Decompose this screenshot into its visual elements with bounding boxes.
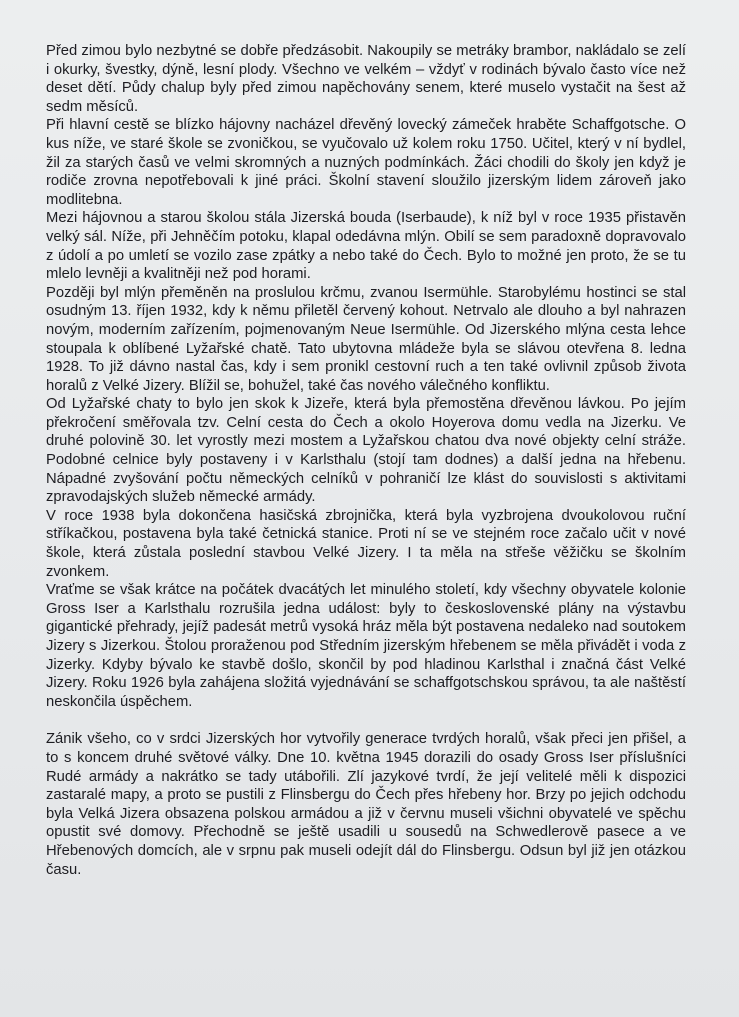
paragraph-isermuhle-ski-hut: Později byl mlýn přeměněn na proslulou krčmu, zvanou Isermühle. Starobylému hostinci se stal osudným 13. říjen 1932, kdy k němu přiletěl červený kohout. Netrvalo ale dlouho a byl nahrazen novým, moderním zařízením, pojmenovaným Neue Isermühle. Od Jizerského mlýna cesta lehce stoupala k oblíbené Lyžařské chatě. Tato ubytovna mládeže byla se slávou otevřena 8. ledna 1928. To již dávno nastal čas, kdy i sem pronikl cestovní ruch a ten také ovlivnil způsob života horalů z Velké Jizery. Blížil se, bohužel, také čas nového válečného konfliktu. — [46, 284, 686, 394]
paragraph-hunting-lodge-school: Při hlavní cestě se blízko hájovny nacházel dřevěný lovecký zámeček hraběte Schaffgotsche. O kus níže, ve staré škole se zvoničkou, se vyučovalo už kolem roku 1750. Učitel, který v ní bydlel, žil za starých časů ve velmi skromných a nuzných podmínkách. Žáci chodili do školy jen když je rodiče zrovna nepotřebovali k jiné práci. Školní stavení sloužilo jizerským lidem zároveň jako modlitebna. — [46, 117, 686, 208]
paragraph-dam-plans: Vraťme se však krátce na počátek dvacátých let minulého století, kdy všechny obyvatele kolonie Gross Iser a Karlsthalu rozrušila jedna událost: byly to československé plány na výstavbu gigantické přehrady, jejíž padesát metrů vysoká hráz měla být postavena nedaleko nad soutokem Jizery s Jizerkou. Štolou proraženou pod Středním jizerským hřebenem se měla přivádět i voda z Jizerky. Kdyby bývalo ke stavbě došlo, skončil by pod hladinou Karlsthal i značná část Velké Jizery. Roku 1926 byla zahájena složitá vyjednávání se schaffgotschskou správou, ta ale naštěstí neskončila úspěchem. — [46, 582, 686, 710]
paragraph-end-of-settlement: Zánik všeho, co v srdci Jizerských hor vytvořily generace tvrdých horalů, však přeci jen přišel, a to s koncem druhé světové války. Dne 10. května 1945 dorazili do osady Gross Iser příslušníci Rudé armády a nakrátko se tady utábořili. Zlí jazykové tvrdí, že její velitelé měli k dispozici zastaralé mapy, a proto se pustili z Flinsbergu do Čech přes hřebeny hor. Brzy po jejich odchodu byla Velká Jizera obsazena polskou armádou a již v červnu museli všichni obyvatelé ve spěchu opustit své domovy. Přechodně se ještě usadili u sousedů na Schwedlerově pasece a ve Hřebenových domcích, ale v srpnu pak museli odejít dál do Flinsbergu. Odsun byl již jen otázkou času. — [46, 731, 686, 878]
body-text — [46, 42, 686, 879]
paragraph-iserbaude-mill: Mezi hájovnou a starou školou stála Jizerská bouda (Iserbaude), k níž byl v roce 1935 přistavěn velký sál. Níže, při Jehněčím potoku, klapal odedávna mlýn. Obilí se sem paradoxně dopravovalo z údolí a po umletí se vozilo zase zpátky a nebo také do Čech. Bylo to možné jen proto, že se tu mlelo levněji a kvalitněji než pod horami. — [46, 210, 686, 283]
paragraph-customs-houses: Od Lyžařské chaty to bylo jen skok k Jizeře, která byla přemostěna dřevěnou lávkou. Po jejím překročení směřovala tzv. Celní cesta do Čech a okolo Hoyerova domu vedla na Jizerku. Ve druhé polovině 30. let vyrostly mezi mostem a Lyžařskou chatou dva nové objekty celní stráže. Podobné celnice byly postaveny i v Karlsthalu (stojí tam dodnes) a další jedna na hřebenu. Nápadné zvyšování počtu německých celníků v pohraničí lze klást do souvislosti s aktivitami zpravodajských služeb německé armády. — [46, 396, 686, 506]
paragraph-winter-supplies: Před zimou bylo nezbytné se dobře předzásobit. Nakoupily se metráky brambor, nakládalo se zelí i okurky, švestky, dýně, lesní plody. Všechno ve velkém – vždyť v rodinách bývalo často více než deset dětí. Půdy chalup byly před zimou napěchovány senem, které muselo vystačit na šest až sedm měsíců. — [46, 43, 686, 115]
paragraph-fire-station-school: V roce 1938 byla dokončena hasičská zbrojnička, která byla vyzbrojena dvoukolovou ruční stříkačkou, postavena byla také četnická stanice. Proti ní se ve stejném roce začalo učit v nové škole, která zůstala poslední stavbou Velké Jizery. I ta měla na střeše věžičku se školním zvonkem. — [46, 507, 686, 580]
